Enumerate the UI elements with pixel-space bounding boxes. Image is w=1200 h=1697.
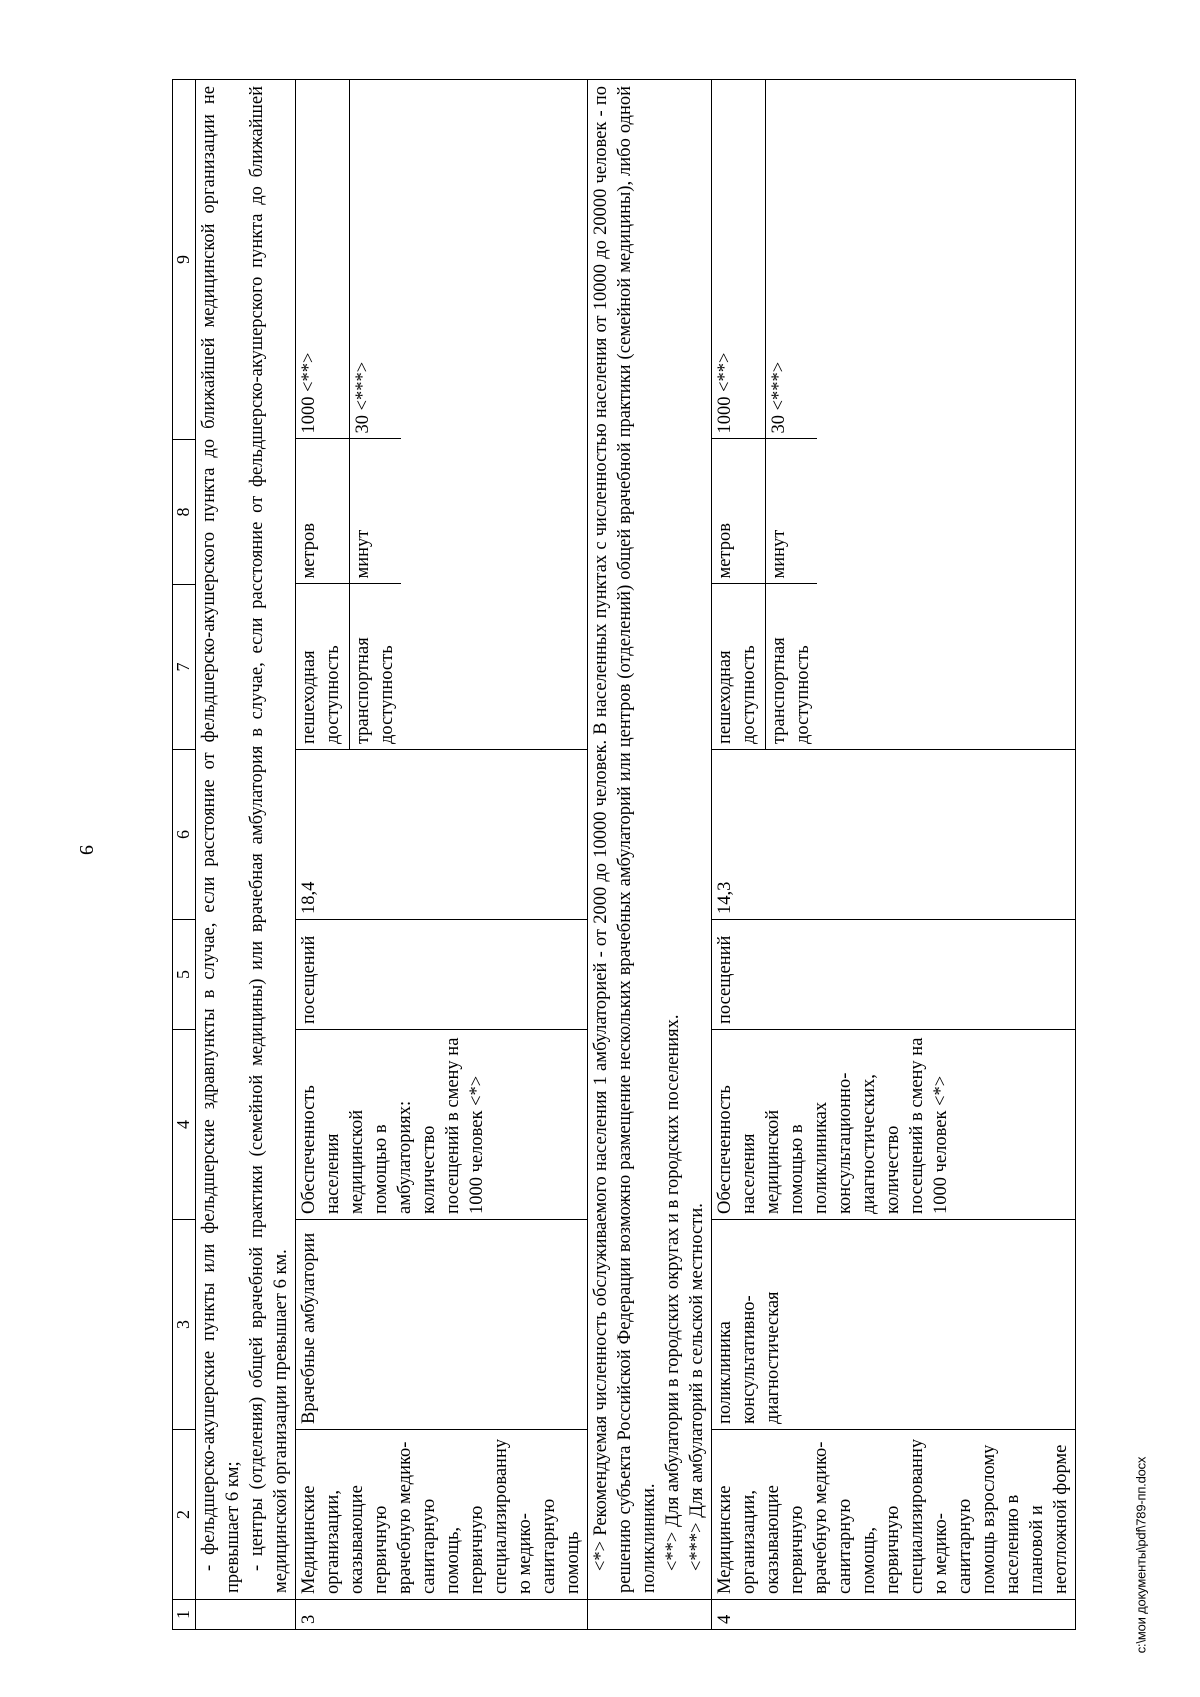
note-cell <box>588 80 712 1600</box>
header-cell: 5 <box>173 920 196 1030</box>
row-number: 4 <box>712 1600 1076 1630</box>
header-cell: 4 <box>173 1030 196 1220</box>
org-cell: Медицинские организации, оказывающие первичную врачебную медико-санитарную помощь, первичную специализированную медико-санитарную помощь взрослому населению в плановой и неотложной форме <box>712 1430 1076 1600</box>
access-subtable <box>296 79 401 749</box>
value-cell: 14,3 <box>712 750 1076 920</box>
type-cell: поликлиника консультативно-диагностическая <box>712 1220 1076 1430</box>
access-value: 30 <***> <box>766 79 818 439</box>
access-row <box>766 79 818 749</box>
footer-file-path: c:\мои документы\pdf\789-пп.docx <box>1133 1456 1149 1654</box>
access-value: 1000 <**> <box>296 79 350 439</box>
note-paragraph: <*> Рекомендуемая численность обслуживаемого населения 1 амбулаторией - от 2000 до 10000 человек. В населенных пунктах с численностью населения от 10000 до 20000 человек - по решению субъекта Российской Федерации возможно размещение нескольких врачебных амбулаторий или центров (отделений) общей врачебной практики (семейной медицины), либо одной поликлиники. <box>591 86 659 1593</box>
note-paragraph: <***> Для амбулаторий в сельской местности. <box>687 1203 707 1571</box>
header-cell: 8 <box>173 440 196 585</box>
access-value: 1000 <**> <box>712 79 766 439</box>
header-row <box>173 80 196 1630</box>
norms-table <box>172 79 1076 1630</box>
access-label: транспортная доступность <box>350 584 402 749</box>
access-row <box>712 79 766 749</box>
access-label: пешеходная доступность <box>715 645 759 744</box>
access-unit: метров <box>296 439 350 584</box>
access-row <box>350 79 402 749</box>
unit-cell: посещений <box>712 920 1076 1030</box>
unit-cell: посещений <box>296 920 588 1030</box>
header-cell: 3 <box>173 1220 196 1430</box>
access-unit: минут <box>350 439 402 584</box>
access-cell <box>296 80 588 750</box>
access-row <box>296 79 350 749</box>
note-cell <box>196 80 296 1600</box>
note-paragraph: - центры (отделения) общей врачебной практики (семейной медицины) или врачебная амбулатория в случае, если расстояние от фельдшерско-акушерского пункта до ближайшей медицинской организации превышает 6 км. <box>247 86 291 1593</box>
header-cell: 7 <box>173 585 196 750</box>
table-row-4 <box>712 80 1076 1630</box>
value-cell: 18,4 <box>296 750 588 920</box>
note-row-top <box>196 80 296 1630</box>
access-unit: метров <box>712 439 766 584</box>
empty-cell <box>588 1600 712 1630</box>
row-number: 3 <box>296 1600 588 1630</box>
header-cell: 2 <box>173 1430 196 1600</box>
note-paragraph: <**> Для амбулатории в городских округах и в городских поселениях. <box>663 1014 683 1571</box>
table-row-3 <box>296 80 588 1630</box>
empty-cell <box>196 1600 296 1630</box>
access-subtable <box>712 79 817 749</box>
access-cell <box>712 80 1076 750</box>
indicator-cell: Обеспеченность населения медицинской помощью в поликлиниках консультационно-диагностических, количество посещений в смену на 1000 человек <*> <box>712 1030 1076 1220</box>
access-label: пешеходная доступность <box>299 645 343 744</box>
note-paragraph: - фельдшерско-акушерские пункты или фельдшерские здравпункты в случае, если расстояние от фельдшерско-акушерского пункта до ближайшей медицинской организации не превышает 6 км; <box>199 86 243 1593</box>
header-cell: 1 <box>173 1600 196 1630</box>
note-row-mid <box>588 80 712 1630</box>
header-cell: 6 <box>173 750 196 920</box>
page-number: 9 <box>75 845 97 855</box>
rotated-page-content <box>172 80 1071 1630</box>
access-value: 30 <***> <box>350 79 402 439</box>
indicator-cell: Обеспеченность населения медицинской помощью в амбулаториях: количество посещений в смену на 1000 человек <*> <box>296 1030 588 1220</box>
header-cell: 9 <box>173 80 196 440</box>
type-cell: Врачебные амбулатории <box>296 1220 588 1430</box>
access-label: транспортная доступность <box>766 584 818 749</box>
org-cell: Медицинские организации, оказывающие первичную врачебную медико-санитарную помощь, первичную специализированную медико-санитарную помощь <box>296 1430 588 1600</box>
access-unit: минут <box>766 439 818 584</box>
